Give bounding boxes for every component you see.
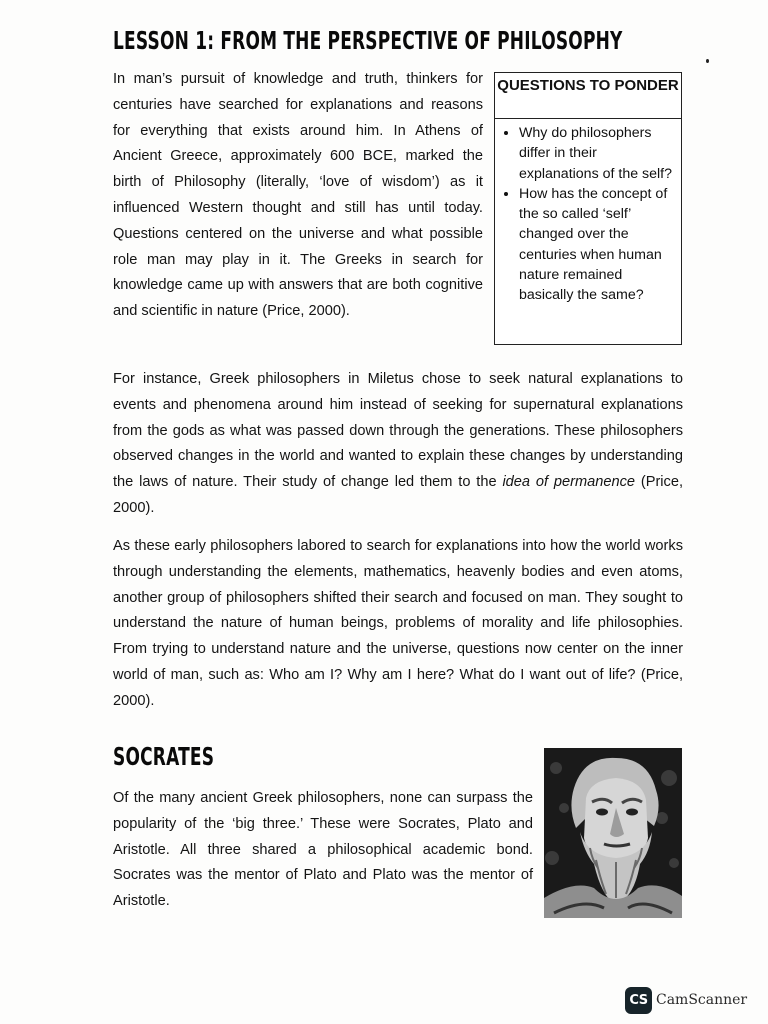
idea-of-permanence-emphasis: idea of permanence xyxy=(502,474,636,491)
lesson-title: LESSON 1: FROM THE PERSPECTIVE OF PHILOSOPHY xyxy=(113,26,623,55)
camscanner-name: CamScanner xyxy=(656,992,748,1008)
questions-list xyxy=(495,119,681,306)
socrates-bust-icon xyxy=(544,748,682,918)
socrates-paragraph: Of the many ancient Greek philosophers, none can surpass the popularity of the ‘big three.’ These were Socrates, Plato and Aristotle. All three shared a philosophical academic bond. Socrates was the mentor of Plato and Plato was the mentor of Aristotle. xyxy=(113,790,533,910)
socrates-portrait-image xyxy=(544,748,682,918)
questions-box-title: QUESTIONS TO PONDER xyxy=(495,73,681,119)
socrates-section-title: SOCRATES xyxy=(113,742,215,771)
miletus-text-after: (Price, 2000). xyxy=(113,474,684,516)
camscanner-watermark xyxy=(625,986,747,1014)
intro-paragraph: In man’s pursuit of knowledge and truth, thinkers for centuries have searched for explanations and reasons for everything that exists around him. In Athens of Ancient Greece, approximately 600 BCE, marked the birth of Philosophy (literally, ‘love of wisdom’) as it influenced Western thought and still has until today. Questions centered on the universe and what possible role man may play in it. The Greeks in search for knowledge came up with answers that are both cognitive and scientific in nature (Price, 2000). xyxy=(113,71,483,320)
questions-to-ponder-box xyxy=(494,72,682,345)
question-item: • Why do philosophers differ in their explanations of the self? xyxy=(519,123,675,184)
camscanner-logo-icon: CS xyxy=(625,987,652,1014)
question-item: • How has the concept of the so called ‘self’ changed over the centuries when human nature remained basically the same? xyxy=(519,184,675,306)
scan-speck xyxy=(706,59,709,63)
focus-on-man-paragraph: As these early philosophers labored to search for explanations into how the world works through understanding the elements, mathematics, heavenly bodies and even atoms, another group of philosophers shifted their search and focused on man. They sought to understand the nature of human beings, problems of morality and life philosophies. From trying to understand nature and the universe, questions now center on the inner world of man, such as: Who am I? Why am I here? What do I want out of life? (Price, 2000). xyxy=(113,538,683,709)
miletus-paragraph xyxy=(113,367,683,522)
miletus-text-before: For instance, Greek philosophers in Miletus chose to seek natural explanations to events and phenomena around him instead of seeking for supernatural explanations from the gods as what was passed down through the generations. These philosophers observed changes in the world and wanted to explain these changes by understanding the laws of nature. Their study of change led them to the xyxy=(113,371,683,491)
